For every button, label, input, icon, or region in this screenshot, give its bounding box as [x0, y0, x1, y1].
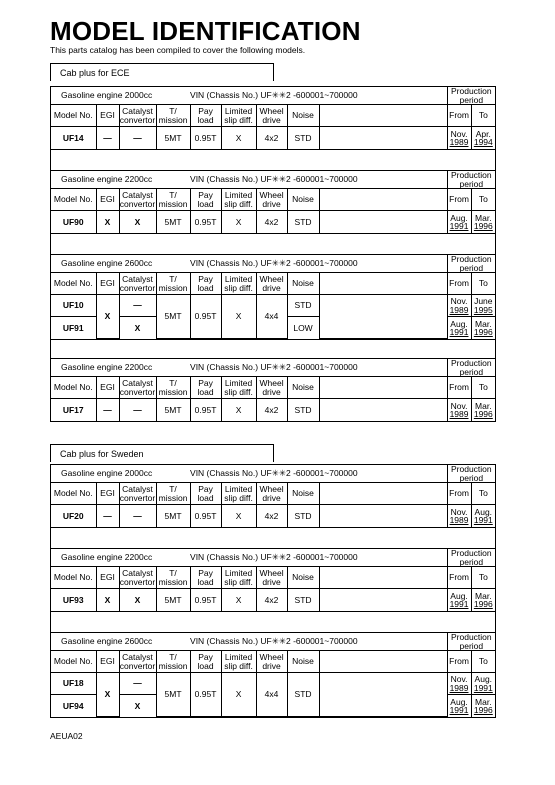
limited-slip-value: X — [221, 673, 256, 717]
wheel-drive-header: Wheel drive — [256, 105, 287, 127]
noise-header: Noise — [287, 189, 319, 211]
blank-header — [319, 651, 447, 673]
to-date-month: Aug. — [474, 674, 493, 685]
egi-header: EGI — [96, 189, 119, 211]
limited-slip-header: Limited slip diff. — [221, 105, 256, 127]
production-period-header: Production period — [447, 171, 495, 189]
from-date — [447, 589, 471, 611]
limited-slip-header: Limited slip diff. — [221, 377, 256, 399]
from-date-month: Nov. — [450, 674, 468, 685]
production-period-header: Production period — [447, 87, 495, 105]
limited-slip-header: Limited slip diff. — [221, 273, 256, 295]
engine-label: Gasoline engine 2200cc — [51, 359, 190, 377]
blank-cell — [319, 399, 447, 421]
engine-label: Gasoline engine 2000cc — [51, 87, 190, 105]
egi-value: X — [96, 295, 119, 339]
engine-label: Gasoline engine 2200cc — [51, 171, 190, 189]
transmission-header: T/ mission — [156, 189, 190, 211]
transmission-value: 5MT — [156, 399, 190, 421]
from-date-month: Nov. — [450, 400, 468, 411]
from-header: From — [447, 377, 471, 399]
from-header: From — [447, 189, 471, 211]
production-period-header: Production period — [447, 549, 495, 567]
payload-value: 0.95T — [190, 673, 221, 717]
egi-header: EGI — [96, 483, 119, 505]
noise-value: STD — [287, 399, 319, 421]
vin-label: VIN (Chassis No.) UF✳✳2 -600001~700000 — [190, 255, 447, 273]
wheel-drive-value: 4x4 — [256, 673, 287, 717]
payload-value: 0.95T — [190, 211, 221, 233]
egi-value: X — [96, 211, 119, 233]
table-separator — [50, 526, 496, 548]
to-date — [471, 211, 495, 233]
engine-table — [50, 170, 496, 234]
to-header: To — [471, 273, 495, 295]
payload-header: Pay load — [190, 189, 221, 211]
noise-header: Noise — [287, 273, 319, 295]
noise-header: Noise — [287, 567, 319, 589]
table-separator — [50, 336, 496, 358]
egi-header: EGI — [96, 273, 119, 295]
to-date-year: 1996 — [473, 220, 493, 231]
transmission-header: T/ mission — [156, 567, 190, 589]
limited-slip-value: X — [221, 295, 256, 339]
wheel-drive-value: 4x2 — [256, 589, 287, 611]
catalyst-value: X — [119, 695, 156, 717]
model-no-header: Model No. — [51, 105, 96, 127]
section-label: Cab plus for ECE — [50, 63, 274, 81]
limited-slip-value: X — [221, 589, 256, 611]
noise-value: LOW — [287, 317, 319, 339]
payload-header: Pay load — [190, 483, 221, 505]
catalyst-header: Catalyst convertor — [119, 190, 156, 209]
to-date — [471, 399, 495, 421]
egi-value: — — [96, 399, 119, 421]
catalyst-header: Catalyst convertor — [119, 378, 156, 397]
model-no: UF14 — [51, 127, 96, 149]
noise-value: STD — [287, 127, 319, 149]
from-date-year: 1989 — [449, 514, 469, 525]
transmission-value: 5MT — [156, 127, 190, 149]
from-date-year: 1991 — [449, 326, 469, 337]
from-date-year: 1991 — [449, 220, 469, 231]
table-separator — [50, 232, 496, 254]
page-title: MODEL IDENTIFICATION — [50, 16, 361, 46]
transmission-header: T/ mission — [156, 483, 190, 505]
blank-header — [319, 273, 447, 295]
payload-value: 0.95T — [190, 399, 221, 421]
catalyst-header: Catalyst convertor — [119, 484, 156, 503]
noise-value: STD — [287, 295, 319, 317]
to-date-year: 1996 — [473, 408, 493, 419]
vin-label: VIN (Chassis No.) UF✳✳2 -600001~700000 — [190, 359, 447, 377]
engine-table — [50, 86, 496, 150]
noise-value: STD — [287, 673, 319, 717]
model-no: UF94 — [51, 695, 96, 717]
payload-value: 0.95T — [190, 505, 221, 527]
transmission-header: T/ mission — [156, 651, 190, 673]
to-date — [471, 695, 495, 717]
to-date-year: 1996 — [473, 326, 493, 337]
to-header: To — [471, 377, 495, 399]
noise-header: Noise — [287, 377, 319, 399]
to-header: To — [471, 567, 495, 589]
egi-value: — — [96, 127, 119, 149]
catalyst-value: — — [119, 399, 156, 421]
model-no: UF91 — [51, 317, 96, 339]
limited-slip-header: Limited slip diff. — [221, 651, 256, 673]
wheel-drive-header: Wheel drive — [256, 567, 287, 589]
to-date-year: 1996 — [473, 704, 493, 715]
blank-header — [319, 377, 447, 399]
transmission-header: T/ mission — [156, 273, 190, 295]
wheel-drive-header: Wheel drive — [256, 377, 287, 399]
production-period-header: Production period — [447, 465, 495, 483]
noise-value: STD — [287, 505, 319, 527]
noise-header: Noise — [287, 483, 319, 505]
page-subtitle: This parts catalog has been compiled to cover the following models. — [50, 45, 306, 55]
from-header: From — [447, 651, 471, 673]
to-date-month: Mar. — [475, 696, 492, 707]
vin-label: VIN (Chassis No.) UF✳✳2 -600001~700000 — [190, 87, 447, 105]
wheel-drive-value: 4x2 — [256, 399, 287, 421]
to-date — [471, 505, 495, 527]
to-date-year: 1996 — [473, 598, 493, 609]
vin-label: VIN (Chassis No.) UF✳✳2 -600001~700000 — [190, 171, 447, 189]
blank-cell — [319, 127, 447, 149]
transmission-value: 5MT — [156, 295, 190, 339]
limited-slip-header: Limited slip diff. — [221, 189, 256, 211]
catalyst-header: Catalyst convertor — [119, 106, 156, 125]
engine-label: Gasoline engine 2000cc — [51, 465, 190, 483]
from-date — [447, 211, 471, 233]
payload-header: Pay load — [190, 105, 221, 127]
from-date-month: Nov. — [450, 506, 468, 517]
from-date-year: 1991 — [449, 598, 469, 609]
to-header: To — [471, 483, 495, 505]
catalyst-value: — — [119, 673, 156, 695]
table-separator — [50, 148, 496, 170]
from-date-year: 1989 — [449, 304, 469, 315]
from-date-year: 1991 — [449, 704, 469, 715]
limited-slip-value: X — [221, 127, 256, 149]
noise-header: Noise — [287, 651, 319, 673]
vin-label: VIN (Chassis No.) UF✳✳2 -600001~700000 — [190, 465, 447, 483]
vin-label: VIN (Chassis No.) UF✳✳2 -600001~700000 — [190, 633, 447, 651]
noise-header: Noise — [287, 105, 319, 127]
to-date-month: Mar. — [475, 212, 492, 223]
production-period-header: Production period — [447, 359, 495, 377]
vin-label: VIN (Chassis No.) UF✳✳2 -600001~700000 — [190, 549, 447, 567]
blank-header — [319, 483, 447, 505]
from-date — [447, 505, 471, 527]
to-date-month: Mar. — [475, 590, 492, 601]
to-header: To — [471, 651, 495, 673]
from-date — [447, 673, 471, 695]
from-date-year: 1989 — [449, 136, 469, 147]
to-date — [471, 589, 495, 611]
catalyst-header: Catalyst convertor — [119, 274, 156, 293]
payload-value: 0.95T — [190, 127, 221, 149]
blank-cell — [319, 295, 447, 339]
egi-value: X — [96, 589, 119, 611]
catalyst-value: — — [119, 505, 156, 527]
to-date-year: 1991 — [473, 514, 493, 525]
wheel-drive-header: Wheel drive — [256, 651, 287, 673]
to-header: To — [471, 105, 495, 127]
section-label: Cab plus for Sweden — [50, 444, 274, 462]
from-date — [447, 295, 471, 317]
catalyst-value: — — [119, 127, 156, 149]
from-date — [447, 695, 471, 717]
limited-slip-header: Limited slip diff. — [221, 567, 256, 589]
egi-value: — — [96, 505, 119, 527]
egi-header: EGI — [96, 651, 119, 673]
from-date-month: Nov. — [450, 128, 468, 139]
blank-cell — [319, 211, 447, 233]
model-no-header: Model No. — [51, 377, 96, 399]
transmission-header: T/ mission — [156, 377, 190, 399]
from-date-month: Aug. — [450, 590, 468, 601]
catalyst-value: X — [119, 211, 156, 233]
transmission-header: T/ mission — [156, 105, 190, 127]
limited-slip-value: X — [221, 505, 256, 527]
catalyst-value: X — [119, 317, 156, 339]
model-no-header: Model No. — [51, 651, 96, 673]
to-date-year: 1994 — [473, 136, 493, 147]
to-date-month: Mar. — [475, 400, 492, 411]
limited-slip-header: Limited slip diff. — [221, 483, 256, 505]
to-date-month: Apr. — [475, 128, 491, 139]
to-date-month: Mar. — [475, 318, 492, 329]
model-no-header: Model No. — [51, 483, 96, 505]
payload-header: Pay load — [190, 567, 221, 589]
engine-table — [50, 632, 496, 718]
table-separator — [50, 610, 496, 632]
transmission-value: 5MT — [156, 589, 190, 611]
model-no-header: Model No. — [51, 567, 96, 589]
from-header: From — [447, 483, 471, 505]
noise-value: STD — [287, 589, 319, 611]
from-date — [447, 127, 471, 149]
footer-code: AEUA02 — [50, 731, 83, 741]
catalyst-header: Catalyst convertor — [119, 568, 156, 587]
model-no: UF93 — [51, 589, 96, 611]
payload-value: 0.95T — [190, 589, 221, 611]
catalyst-value: X — [119, 589, 156, 611]
catalyst-value: — — [119, 295, 156, 317]
engine-table — [50, 358, 496, 422]
to-date — [471, 295, 495, 317]
transmission-value: 5MT — [156, 505, 190, 527]
blank-header — [319, 189, 447, 211]
to-header: To — [471, 189, 495, 211]
transmission-value: 5MT — [156, 673, 190, 717]
to-date — [471, 127, 495, 149]
wheel-drive-header: Wheel drive — [256, 483, 287, 505]
from-date-month: Nov. — [450, 296, 468, 307]
model-no-header: Model No. — [51, 273, 96, 295]
engine-table — [50, 254, 496, 340]
egi-header: EGI — [96, 377, 119, 399]
engine-table — [50, 464, 496, 528]
wheel-drive-header: Wheel drive — [256, 273, 287, 295]
from-date-month: Aug. — [450, 696, 468, 707]
model-no: UF17 — [51, 399, 96, 421]
from-header: From — [447, 105, 471, 127]
payload-header: Pay load — [190, 377, 221, 399]
catalyst-header: Catalyst convertor — [119, 652, 156, 671]
limited-slip-value: X — [221, 211, 256, 233]
wheel-drive-value: 4x2 — [256, 127, 287, 149]
production-period-header: Production period — [447, 633, 495, 651]
from-header: From — [447, 567, 471, 589]
engine-label: Gasoline engine 2600cc — [51, 255, 190, 273]
model-no: UF90 — [51, 211, 96, 233]
to-date-month: Aug. — [474, 506, 493, 517]
to-date-year: 1991 — [473, 682, 493, 693]
payload-header: Pay load — [190, 273, 221, 295]
from-date-year: 1989 — [449, 682, 469, 693]
blank-cell — [319, 589, 447, 611]
blank-cell — [319, 505, 447, 527]
wheel-drive-value: 4x2 — [256, 211, 287, 233]
blank-header — [319, 567, 447, 589]
from-date-month: Aug. — [450, 212, 468, 223]
noise-value: STD — [287, 211, 319, 233]
production-period-header: Production period — [447, 255, 495, 273]
engine-table — [50, 548, 496, 612]
egi-value: X — [96, 673, 119, 717]
wheel-drive-header: Wheel drive — [256, 189, 287, 211]
from-date-month: Aug. — [450, 318, 468, 329]
wheel-drive-value: 4x2 — [256, 505, 287, 527]
engine-label: Gasoline engine 2600cc — [51, 633, 190, 651]
to-date-month: June — [474, 296, 493, 307]
model-no: UF10 — [51, 295, 96, 317]
model-no: UF20 — [51, 505, 96, 527]
limited-slip-value: X — [221, 399, 256, 421]
from-date-year: 1989 — [449, 408, 469, 419]
wheel-drive-value: 4x4 — [256, 295, 287, 339]
from-header: From — [447, 273, 471, 295]
to-date — [471, 673, 495, 695]
model-no: UF18 — [51, 673, 96, 695]
transmission-value: 5MT — [156, 211, 190, 233]
blank-cell — [319, 673, 447, 717]
from-date — [447, 399, 471, 421]
to-date-year: 1995 — [473, 304, 493, 315]
blank-header — [319, 105, 447, 127]
payload-header: Pay load — [190, 651, 221, 673]
model-no-header: Model No. — [51, 189, 96, 211]
egi-header: EGI — [96, 105, 119, 127]
engine-label: Gasoline engine 2200cc — [51, 549, 190, 567]
egi-header: EGI — [96, 567, 119, 589]
payload-value: 0.95T — [190, 295, 221, 339]
